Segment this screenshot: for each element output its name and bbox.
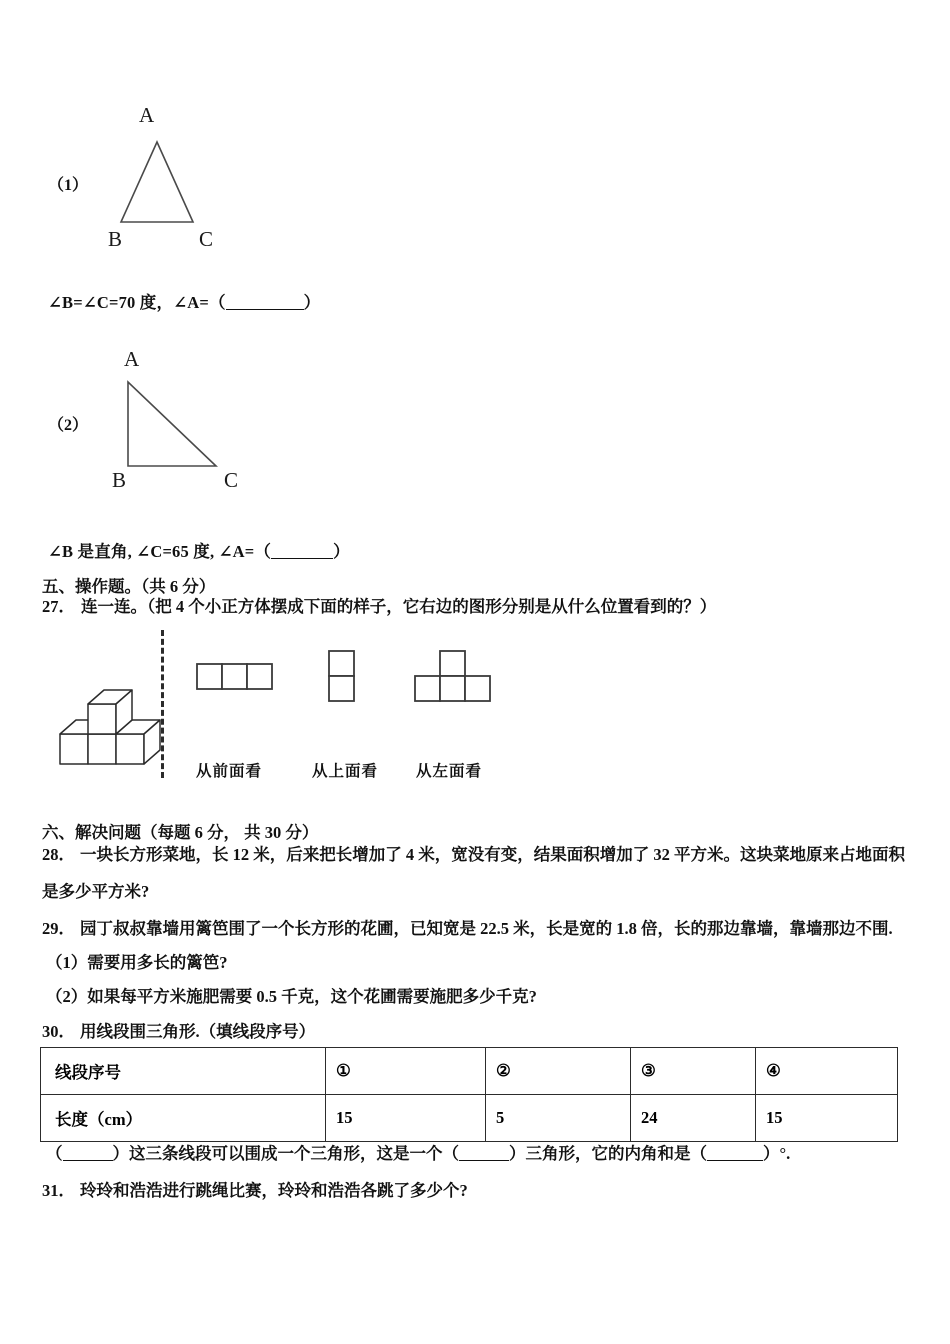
four-cube-solid-svg bbox=[52, 676, 162, 784]
triangle-2-answer-blank[interactable] bbox=[271, 558, 333, 559]
triangle-1-statement-text: ∠B=∠C=70 度，∠A=（ bbox=[48, 293, 226, 312]
triangle-1-statement bbox=[48, 289, 320, 313]
problem-30-text-1: 用线段围三角形.（填线段序号） bbox=[80, 1022, 316, 1041]
view-front-shape bbox=[196, 663, 276, 698]
problem-30-blank-2[interactable] bbox=[459, 1160, 509, 1161]
table-row-1-header: 长度（cm） bbox=[41, 1095, 326, 1142]
triangle-2-statement bbox=[48, 538, 350, 562]
problem-31-line-1 bbox=[42, 1182, 468, 1199]
problem-30-followup-part-3: ）三角形，它的内角和是（ bbox=[509, 1144, 707, 1163]
table-row bbox=[41, 1048, 898, 1095]
table-row-0-cell-1: ② bbox=[486, 1048, 631, 1095]
triangle-problem-1-label: （1） bbox=[48, 177, 89, 194]
problem-28-line-2: 是多少平方米? bbox=[42, 882, 150, 901]
view-front-label: 从前面看 bbox=[196, 763, 263, 780]
table-row-1-cell-0: 15 bbox=[326, 1095, 486, 1142]
triangle-2-vertex-a-label: A bbox=[124, 347, 140, 371]
question-27-number: 27． bbox=[42, 597, 75, 616]
triangle-2-vertex-b-label: B bbox=[112, 468, 127, 492]
view-top-label: 从上面看 bbox=[312, 763, 379, 780]
question-27 bbox=[42, 599, 716, 616]
view-top-shape bbox=[328, 650, 358, 710]
table-row-1-cell-3: 15 bbox=[756, 1095, 898, 1142]
triangle-1-vertex-c-label: C bbox=[199, 227, 214, 251]
problem-28-number: 28． bbox=[42, 845, 75, 864]
problem-29-text-1: 园丁叔叔靠墙用篱笆围了一个长方形的花圃，已知宽是 22.5 米，长是宽的 1.8 倍，长的那边靠墙，靠墙那边不围. bbox=[80, 919, 893, 938]
three-in-a-row-svg bbox=[196, 663, 276, 693]
segment-length-table bbox=[40, 1047, 898, 1142]
table-row-0-cell-0: ① bbox=[326, 1048, 486, 1095]
problem-31-text-1: 玲玲和浩浩进行跳绳比赛，玲玲和浩浩各跳了多少个? bbox=[80, 1181, 468, 1200]
cube-solid-figure bbox=[52, 676, 162, 789]
table-row-0-cell-3: ④ bbox=[756, 1048, 898, 1095]
two-stacked-svg bbox=[328, 650, 358, 705]
problem-30-blank-1[interactable] bbox=[63, 1160, 113, 1161]
triangle-1-figure bbox=[110, 136, 220, 236]
problem-29-subquestion-2: （2）如果每平方米施肥需要 0.5 千克，这个花圃需要施肥多少千克? bbox=[46, 987, 537, 1006]
problem-29-subquestion-1: （1）需要用多长的篱笆? bbox=[46, 953, 228, 972]
view-left-shape bbox=[414, 650, 494, 710]
triangle-1-answer-blank[interactable] bbox=[226, 309, 304, 310]
view-left-label: 从左面看 bbox=[416, 763, 483, 780]
problem-30-blank-3[interactable] bbox=[707, 1160, 763, 1161]
dashed-divider bbox=[161, 630, 164, 778]
table-row-0-header: 线段序号 bbox=[41, 1048, 326, 1095]
problem-30-followup bbox=[46, 1145, 790, 1162]
problem-29-number: 29． bbox=[42, 919, 75, 938]
problem-29-line-1 bbox=[42, 920, 893, 937]
section-six-heading: 六、解决问题（每题 6 分， 共 30 分） bbox=[42, 823, 319, 842]
triangle-1-vertex-b-label: B bbox=[108, 227, 123, 251]
table-row bbox=[41, 1095, 898, 1142]
triangle-problem-2-label: （2） bbox=[48, 417, 89, 434]
problem-28-text-1: 一块长方形菜地，长 12 米，后来把长增加了 4 米，宽没有变，结果面积增加了 32 平方米。这块菜地原来占地面积 bbox=[80, 845, 905, 864]
problem-30-followup-part-4: ）°. bbox=[763, 1144, 791, 1163]
triangle-2-statement-text: ∠B 是直角, ∠C=65 度, ∠A=（ bbox=[48, 542, 272, 561]
t-shape-svg bbox=[414, 650, 494, 705]
triangle-1-statement-suffix: ） bbox=[303, 293, 321, 312]
isosceles-triangle-svg bbox=[110, 136, 220, 236]
triangle-2-statement-suffix: ） bbox=[333, 542, 350, 561]
problem-30-followup-part-2: ）这三条线段可以围成一个三角形，这是一个（ bbox=[112, 1144, 459, 1163]
problem-30-followup-part-1: （ bbox=[46, 1144, 63, 1163]
problem-31-number: 31． bbox=[42, 1181, 75, 1200]
table-row-0-cell-2: ③ bbox=[631, 1048, 756, 1095]
table-row-1-cell-1: 5 bbox=[486, 1095, 631, 1142]
table-row-1-cell-2: 24 bbox=[631, 1095, 756, 1142]
triangle-2-vertex-c-label: C bbox=[224, 468, 239, 492]
problem-30-line-1 bbox=[42, 1023, 315, 1040]
section-five-heading: 五、操作题。（共 6 分） bbox=[42, 577, 216, 596]
problem-28-line-1 bbox=[42, 846, 905, 863]
problem-30-number: 30． bbox=[42, 1022, 75, 1041]
triangle-1-vertex-a-label: A bbox=[139, 103, 155, 127]
question-27-text: 连一连。（把 4 个小正方体摆成下面的样子，它右边的图形分别是从什么位置看到的？） bbox=[81, 597, 717, 616]
